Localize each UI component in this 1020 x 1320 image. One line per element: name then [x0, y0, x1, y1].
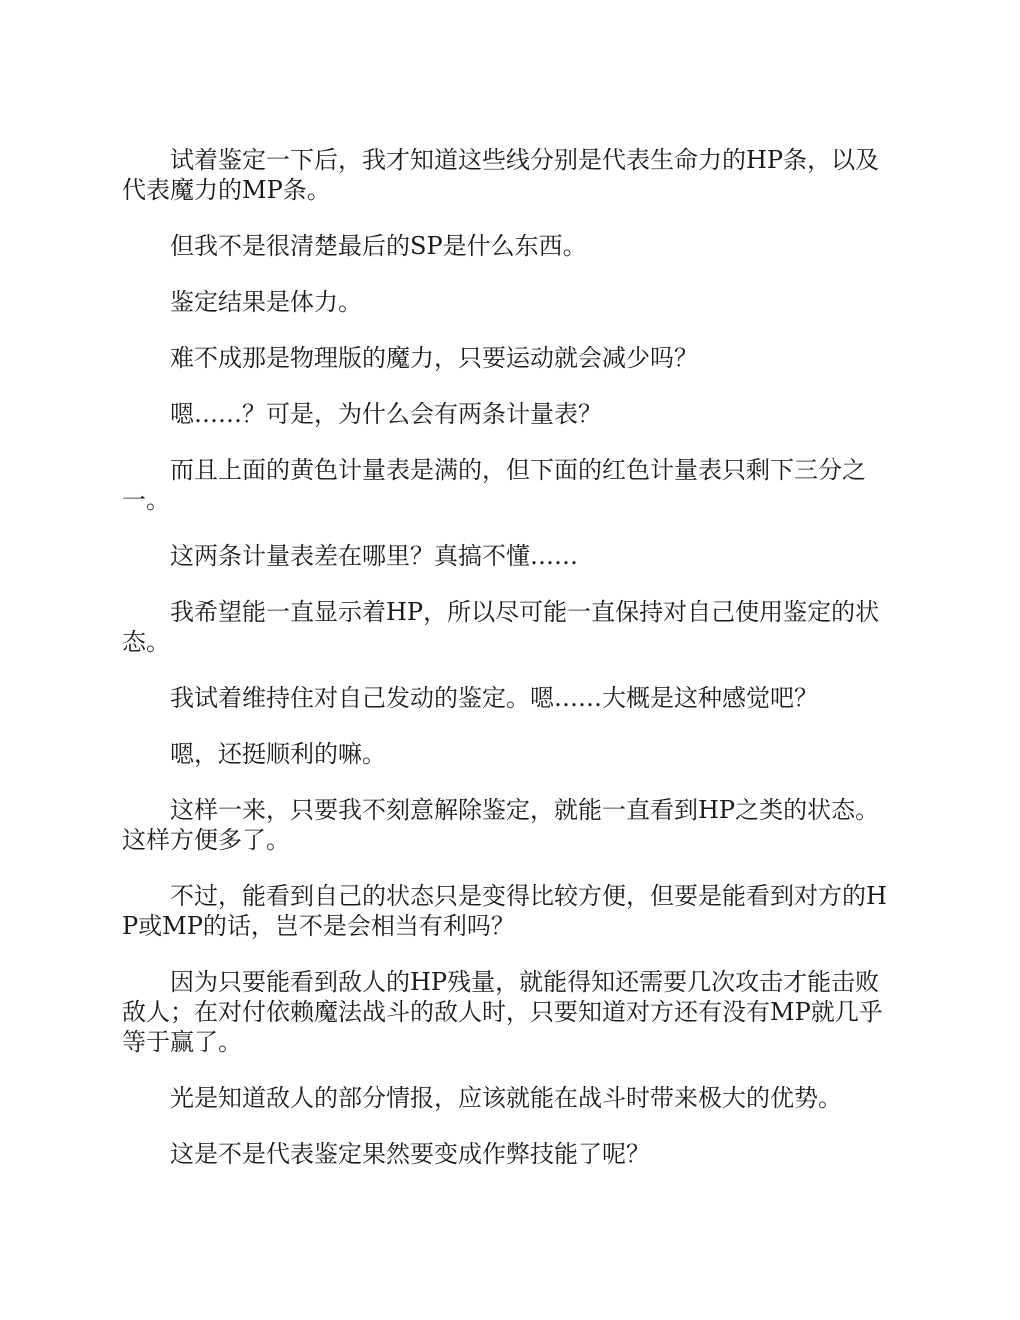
paragraph: 难不成那是物理版的魔力，只要运动就会减少吗？ [170, 344, 698, 372]
paragraph: 这是不是代表鉴定果然要变成作弊技能了呢？ [170, 1140, 650, 1168]
document-page [122, 145, 898, 1195]
paragraph: 而且上面的黄色计量表是满的，但下面的红色计量表只剩下三分之一。 [122, 456, 866, 514]
paragraph: 嗯……？可是，为什么会有两条计量表？ [170, 400, 602, 428]
paragraph: 光是知道敌人的部分情报，应该就能在战斗时带来极大的优势。 [170, 1084, 842, 1112]
paragraph: 我试着维持住对自己发动的鉴定。嗯……大概是这种感觉吧？ [170, 684, 818, 712]
paragraph: 因为只要能看到敌人的HP残量，就能得知还需要几次攻击才能击败敌人；在对付依赖魔法战斗的敌人时，只要知道对方还有没有MP就几乎等于赢了。 [122, 968, 883, 1056]
paragraph: 这样一来，只要我不刻意解除鉴定，就能一直看到HP之类的状态。这样方便多了。 [122, 796, 880, 854]
paragraph: 这两条计量表差在哪里？真搞不懂…… [170, 542, 578, 570]
paragraph: 鉴定结果是体力。 [170, 288, 362, 316]
paragraph: 我希望能一直显示着HP，所以尽可能一直保持对自己使用鉴定的状态。 [122, 598, 880, 656]
paragraph: 但我不是很清楚最后的SP是什么东西。 [170, 232, 587, 260]
paragraph: 试着鉴定一下后，我才知道这些线分别是代表生命力的HP条，以及代表魔力的MP条。 [122, 146, 880, 204]
paragraph: 嗯，还挺顺利的嘛。 [170, 740, 386, 768]
paragraph: 不过，能看到自己的状态只是变得比较方便，但要是能看到对方的HP或MP的话，岂不是会相当有利吗？ [122, 882, 887, 940]
